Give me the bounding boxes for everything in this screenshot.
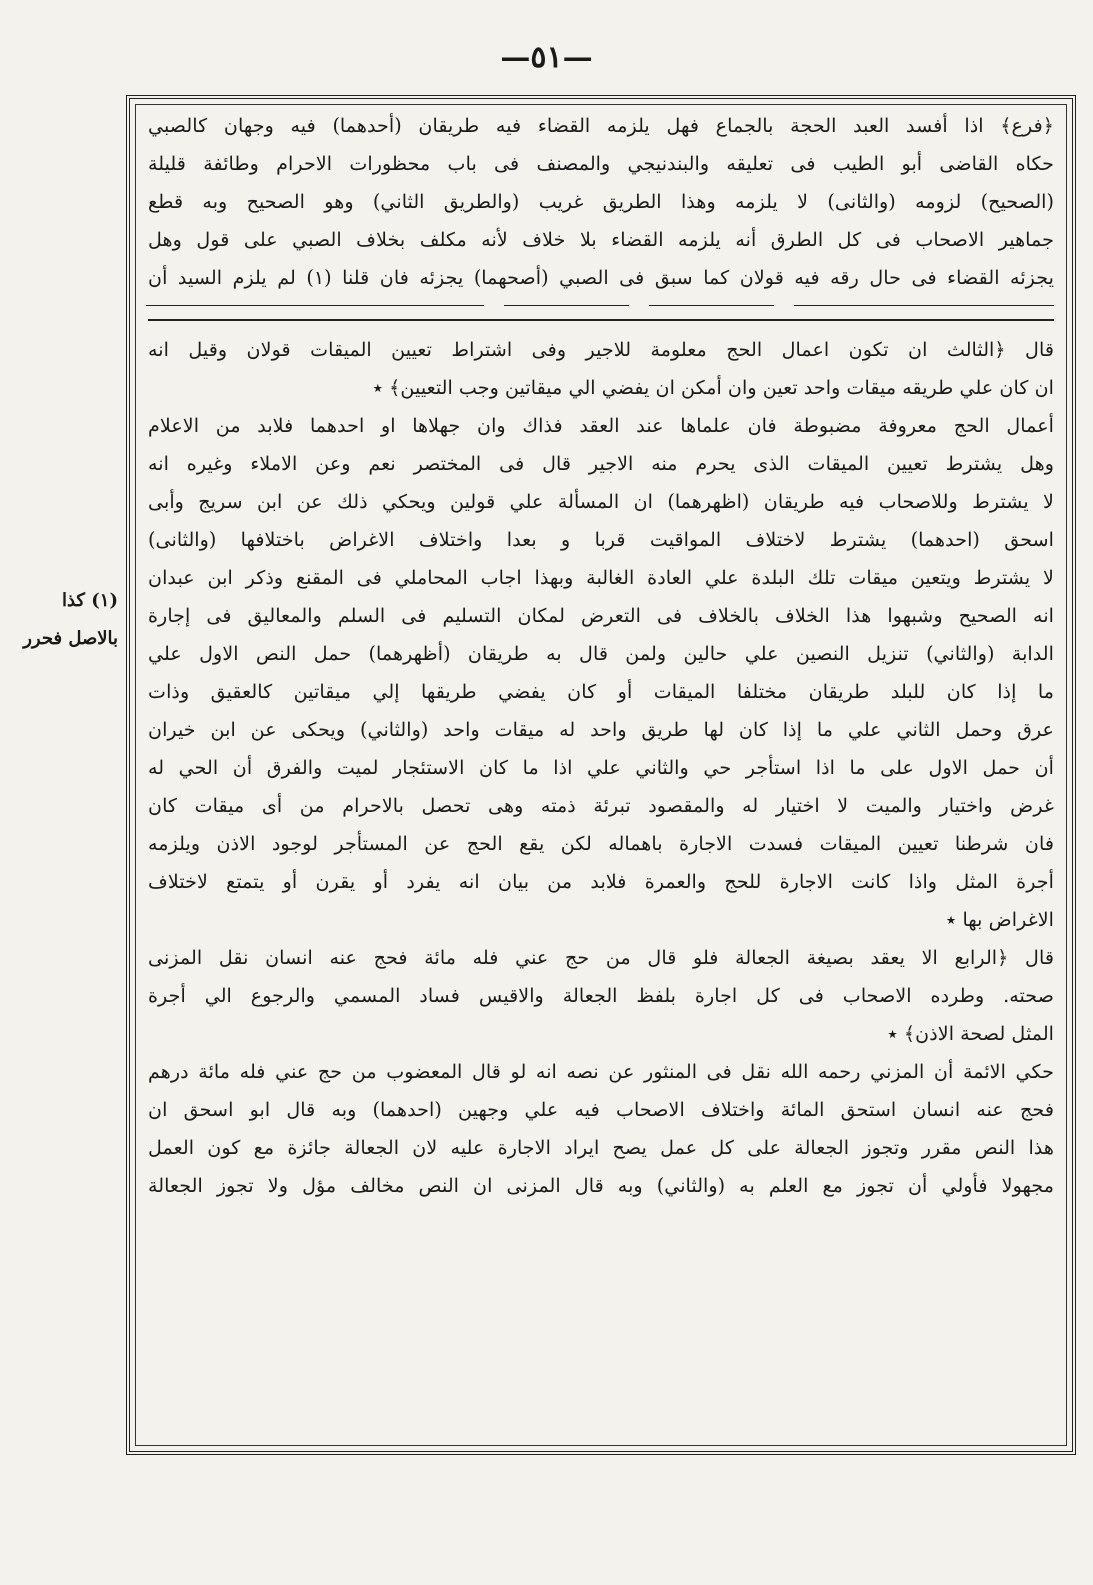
text-line: حكي الائمة أن المزني رحمه الله نقل فى المنثور عن نصه انه لو قال المعضوب من حج عني فله مائة درهم bbox=[148, 1060, 1054, 1083]
text-line: لا يشترط وللاصحاب فيه طريقان (اظهرهما) ان المسألة علي قولين ويحكي ذلك عن ابن سريج وأبى bbox=[148, 490, 1054, 513]
text-line: ما إذا كان للبلد طريقان مختلفا الميقات أو كان يفضي طريقها إلي ميقاتين كالعقيق وذات bbox=[148, 680, 1054, 703]
page-number: —٥١— bbox=[500, 40, 593, 75]
text-line: يجزئه القضاء فى حال رقه فيه قولان كما سبق فى الصبي (أصحهما) يجزئه فان قلنا (١) لم يلزم السيد أن bbox=[148, 266, 1054, 289]
margin-note-line: بالاصل فحرر bbox=[23, 628, 118, 649]
text-line: اسحق (احدهما) يشترط لاختلاف المواقيت قربا و بعدا واختلاف الاغراض باختلافها (والثانى) bbox=[148, 528, 1054, 551]
text-line: جماهير الاصحاب فى كل الطرق أنه يلزمه القضاء بلا خلاف لأنه مكلف بخلاف الصبي على قول وهل bbox=[148, 228, 1054, 251]
text-line: أجرة المثل واذا كانت الاجارة للحج والعمرة فلابد من بيان انه يفرد أو يقرن أو يتمتع لاختلاف bbox=[148, 870, 1054, 893]
text-line: وهل يشترط تعيين الميقات الذى يحرم منه الاجير قال فى المختصر نعم وعن الاملاء وغيره انه bbox=[148, 452, 1054, 475]
text-line: مجهولا فأولي أن تجوز مع العلم به (والثاني) وبه قال المزنى ان النص مخالف مؤل ولا تجوز الجعالة bbox=[148, 1174, 1054, 1197]
text-line: فحج عنه انسان استحق المائة واختلاف الاصحاب فيه علي وجهين (احدهما) وبه قال ابو اسحق ان bbox=[148, 1098, 1054, 1121]
text-line: المثل لصحة الاذن﴾ ٭ bbox=[887, 1022, 1054, 1045]
horizontal-rule bbox=[148, 319, 1054, 321]
section-far bbox=[148, 107, 1054, 297]
text-line: غرض واختيار والميت لا اختيار له والمقصود تبرئة ذمته وهى تحصل بالاحرام من أى ميقات كان bbox=[148, 794, 1054, 817]
text-line: أن حمل الاول على ما اذا استأجر حي والثاني علي اذا ما كان الاستئجار لميت والفرق أن الحي له bbox=[148, 756, 1054, 779]
section-third bbox=[148, 331, 1054, 939]
text-line: فان شرطنا تعيين الميقات فسدت الاجارة باهماله لكن يقع الحج عن المستأجر لوجود الاذن ويلزمه bbox=[148, 832, 1054, 855]
text-line: الاغراض بها ٭ bbox=[945, 908, 1054, 931]
text-line: أعمال الحج معروفة مضبوطة فان علماها عند العقد فذاك وان جهلاها او احدهما فلابد من الاعلام bbox=[148, 414, 1054, 437]
text-line: انه الصحيح وشبهوا هذا الخلاف بالخلاف فى التعرض لمكان التسليم فى السلم والمعاليق فى إجارة bbox=[148, 604, 1054, 627]
text-line: لا يشترط ويتعين ميقات تلك البلدة علي العادة الغالبة وبهذا اجاب المحاملي فى المقنع وذكر ابن عبدان bbox=[148, 566, 1054, 589]
text-line: ﴿فرع﴾ اذا أفسد العبد الحجة بالجماع فهل يلزمه القضاء فيه طريقان (أحدهما) فيه وجهان كالصبي bbox=[148, 114, 1054, 137]
section-fourth bbox=[148, 939, 1054, 1053]
margin-note bbox=[22, 582, 118, 658]
text-line: صحته. وطرده الاصحاب فى كل اجارة بلفظ الجعالة والاقيس فساد المسمي والرجوع الي أجرة bbox=[148, 984, 1054, 1007]
text-line: حكاه القاضى أبو الطيب فى تعليقه والبندنيجي والمصنف فى باب محظورات الاحرام وطائفة قليلة bbox=[148, 152, 1054, 175]
section-separator bbox=[148, 299, 1054, 313]
text-line: هذا النص مقرر وتجوز الجعالة على كل عمل يصح ايراد الاجارة عليه لان الجعالة جائزة مع كون العمل bbox=[148, 1136, 1054, 1159]
text-frame bbox=[126, 95, 1076, 1455]
text-line: الدابة (والثاني) تنزيل النصين علي حالين ولمن قال به طريقان (أظهرهما) حمل النص الاول علي bbox=[148, 642, 1054, 665]
margin-note-line: (١) كذا bbox=[61, 590, 118, 611]
text-line: قال ﴿الثالث ان تكون اعمال الحج معلومة للاجير وفى اشتراط تعيين الميقات قولان وقيل انه bbox=[148, 338, 1054, 361]
text-line: (الصحيح) لزومه (والثانى) لا يلزمه وهذا الطريق غريب (والطريق الثاني) وهو الصحيح وبه قطع bbox=[148, 190, 1054, 213]
text-line: قال ﴿الرابع الا يعقد بصيغة الجعالة فلو قال من حج عني فله مائة فحج عنه انسان نقل المزنى bbox=[148, 946, 1054, 969]
section-commentary bbox=[148, 1053, 1054, 1205]
text-line: عرق وحمل الثاني علي ما إذا كان لها طريق واحد له ميقات واحد (والثاني) ويحكى عن ابن خيران bbox=[148, 718, 1054, 741]
text-line: ان كان علي طريقه ميقات واحد تعين وان أمكن ان يفضي الي ميقاتين وجب التعيين﴾ ٭ bbox=[372, 376, 1054, 399]
